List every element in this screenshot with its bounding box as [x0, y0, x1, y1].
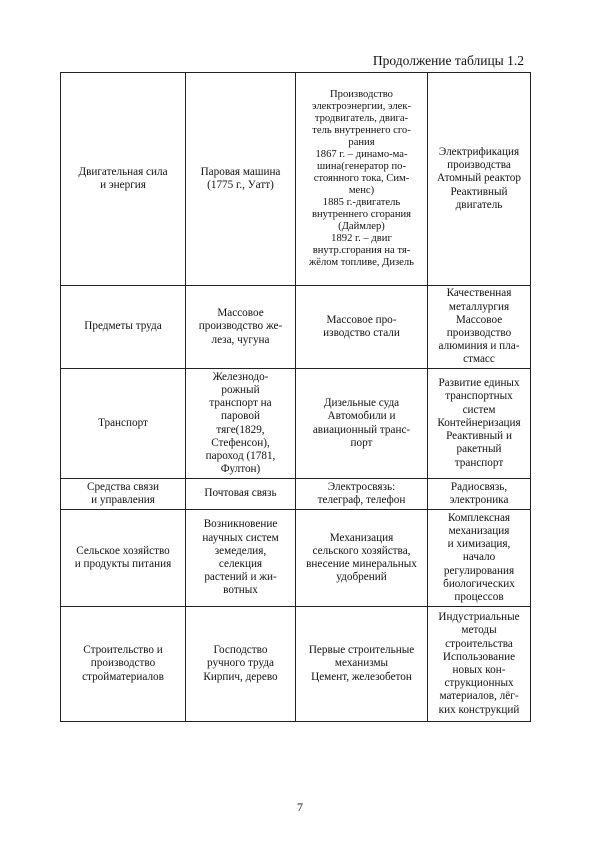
middle-period-cell: Механизация сельского хозяйства, внесение минеральных удобрений — [296, 510, 428, 607]
technology-table — [60, 72, 531, 722]
table-row — [61, 607, 531, 722]
middle-period-cell: Массовое про- изводство стали — [296, 286, 428, 369]
row-area-cell: Предметы труда — [61, 286, 186, 369]
modern-period-cell: Качественная металлургия Массовое производство алюминия и пла- стмасс — [428, 286, 531, 369]
row-area-cell: Строительство и производство стройматериалов — [61, 607, 186, 722]
row-area-cell: Двигательная сила и энергия — [61, 73, 186, 286]
early-period-cell: Почтовая связь — [186, 479, 296, 510]
middle-period-cell: Электросвязь: телеграф, телефон — [296, 479, 428, 510]
row-area-cell: Сельское хозяйство и продукты питания — [61, 510, 186, 607]
middle-period-cell: Первые строительные механизмы Цемент, железобетон — [296, 607, 428, 722]
table-row — [61, 286, 531, 369]
table-caption: Продолжение таблицы 1.2 — [372, 53, 524, 68]
early-period-cell: Массовое производство же- леза, чугуна — [186, 286, 296, 369]
modern-period-cell: Развитие единых транспортных систем Контейнеризация Реактивный и ракетный транспорт — [428, 369, 531, 479]
page-number: 7 — [297, 800, 303, 814]
early-period-cell: Возникновение научных систем земеделия, селекция растений и жи- вотных — [186, 510, 296, 607]
early-period-cell: Паровая машина (1775 г., Уатт) — [186, 73, 296, 286]
middle-period-cell: Дизельные суда Автомобили и авиационный транс- порт — [296, 369, 428, 479]
modern-period-cell: Индустриальные методы строительства Использование новых кон- струкционных материалов, лёг- ких конструкций — [428, 607, 531, 722]
modern-period-cell: Комплексная механизация и химизация, начало регулирования биологических процессов — [428, 510, 531, 607]
row-area-cell: Средства связи и управления — [61, 479, 186, 510]
table-row — [61, 479, 531, 510]
modern-period-cell: Электрификация производства Атомный реактор Реактивный двигатель — [428, 73, 531, 286]
early-period-cell: Господство ручного труда Кирпич, дерево — [186, 607, 296, 722]
middle-period-cell: Производство электроэнергии, элек- тродвигатель, двига- тель внутреннего сго- рания 1867 г. – динамо-ма- шина(генератор по- стоянного тока, Сим- менс) 1885 г.-двигатель внутреннего сгорания (Даймлер) 1892 г. – двиг внутр.сгорания на тя- жёлом топливе, Дизель — [296, 73, 428, 286]
table-row — [61, 510, 531, 607]
row-area-cell: Транспорт — [61, 369, 186, 479]
table-row — [61, 369, 531, 479]
modern-period-cell: Радиосвязь, электроника — [428, 479, 531, 510]
table-row — [61, 73, 531, 286]
early-period-cell: Железнодо- рожный транспорт на паровой тяге(1829, Стефенсон), пароход (1781, Фултон) — [186, 369, 296, 479]
